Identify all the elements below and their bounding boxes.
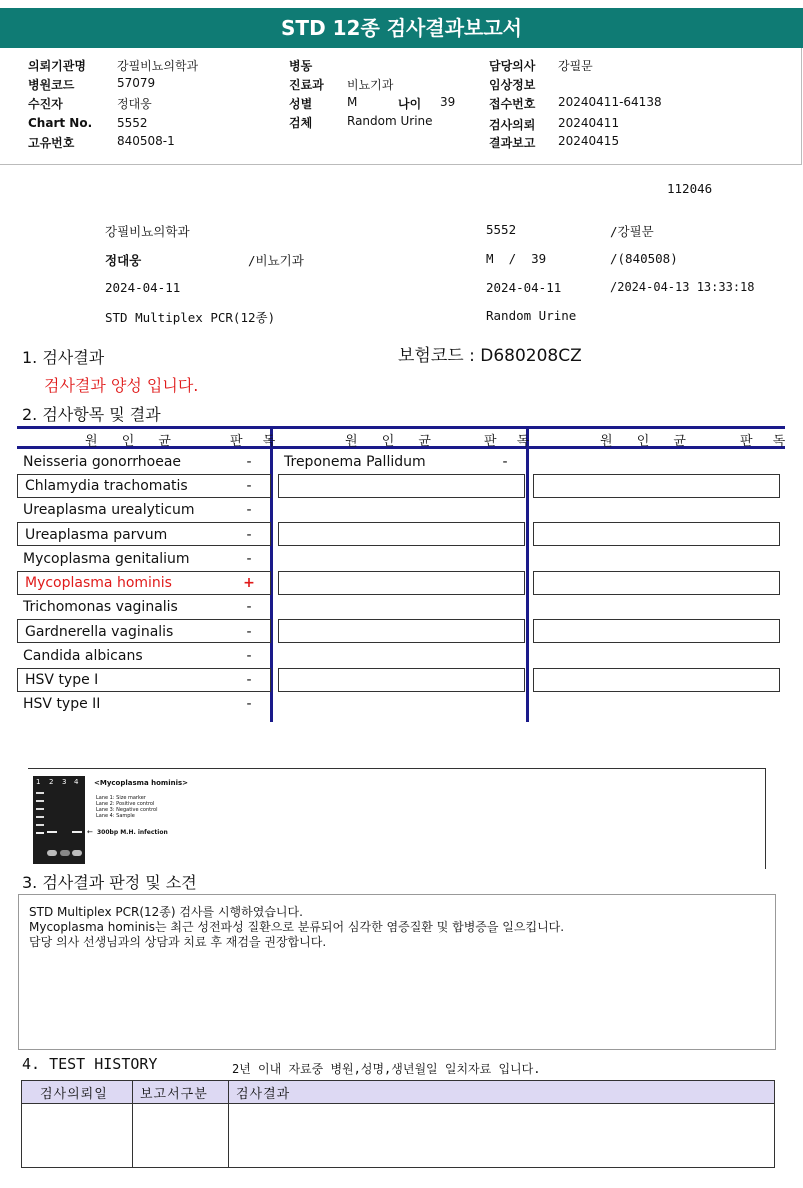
lane-number: 2 — [49, 778, 54, 786]
col1-judge-header: 판 독 — [230, 434, 284, 449]
col3-judge-header: 판 독 — [740, 434, 794, 449]
unique-no-label: 고유번호 — [28, 136, 75, 150]
positive-message: 검사결과 양성 입니다. — [44, 376, 199, 395]
table-row-name: HSV type II — [23, 696, 101, 712]
comment-box — [18, 894, 776, 1050]
table-row-name: Ureaplasma parvum — [25, 527, 168, 543]
table-row-result: - — [246, 502, 252, 518]
section1-title: 1. 검사결과 — [22, 348, 105, 367]
patient-value: 정대웅 — [117, 97, 152, 111]
table-row-name: Mycoplasma genitalium — [23, 551, 190, 567]
arrow-icon: ← — [87, 828, 93, 836]
col1-header: 원 인 균 — [85, 434, 181, 449]
receipt-no-label: 접수번호 — [489, 97, 536, 111]
request-date-value: 20240411 — [558, 116, 620, 130]
clinical-info-label: 임상정보 — [489, 78, 536, 92]
gel-title: <Mycoplasma hominis> — [94, 779, 189, 787]
table-row-result: - — [246, 454, 252, 470]
table-row-result: - — [246, 624, 252, 640]
table-row-name: HSV type I — [25, 672, 99, 688]
table-row-name-positive: Mycoplasma hominis — [25, 575, 172, 591]
history-header-date: 검사의뢰일 — [40, 1087, 108, 1102]
hospital-code-value: 57079 — [117, 76, 156, 90]
summary-sex-age: M / 39 — [486, 251, 547, 266]
dept-label: 진료과 — [289, 78, 324, 92]
lane-number: 1 — [36, 778, 41, 786]
comment-line: 담당 의사 선생님과의 상담과 치료 후 재검을 권장합니다. — [29, 935, 327, 949]
comment-line: STD Multiplex PCR(12종) 검사를 시행하였습니다. — [29, 905, 303, 919]
summary-code: 112046 — [667, 181, 713, 196]
report-date-label: 결과보고 — [489, 136, 536, 150]
chart-no-value: 5552 — [117, 116, 148, 130]
report-title: STD 12종 검사결과보고서 — [0, 8, 803, 48]
table-row-result: - — [246, 696, 252, 712]
table-row-name: Candida albicans — [23, 648, 143, 664]
table-row-name: Neisseria gonorrhoeae — [23, 454, 182, 470]
table-row-name: Treponema Pallidum — [284, 454, 426, 470]
table-row-result: - — [502, 454, 508, 470]
table-row-name: Gardnerella vaginalis — [25, 624, 174, 640]
sex-value: M — [347, 95, 358, 109]
gel-electrophoresis-image — [33, 776, 85, 864]
history-header-type: 보고서구분 — [140, 1087, 208, 1102]
specimen-label: 검체 — [289, 116, 313, 130]
hospital-value: 강필비뇨의학과 — [117, 59, 199, 73]
summary-test: STD Multiplex PCR(12종) — [105, 310, 276, 325]
age-label: 나이 — [398, 97, 422, 111]
unique-no-value: 840508-1 — [117, 134, 175, 148]
section3-title: 3. 검사결과 판정 및 소견 — [22, 873, 197, 892]
history-header-result: 검사결과 — [236, 1087, 291, 1102]
receipt-no-value: 20240411-64138 — [558, 95, 662, 109]
gel-legend-line: Lane 3: Negative control — [96, 807, 158, 813]
table-row-result: - — [246, 478, 252, 494]
history-note: 2년 이내 자료중 병원,성명,생년월일 일치자료 입니다. — [232, 1062, 541, 1076]
section4-title: 4. TEST HISTORY — [22, 1055, 158, 1073]
hospital-code-label: 병원코드 — [28, 78, 75, 92]
gel-legend-line: Lane 1: Size marker — [96, 795, 146, 801]
table-row-name: Ureaplasma urealyticum — [23, 502, 195, 518]
table-row-name: Chlamydia trachomatis — [25, 478, 188, 494]
table-row-result: - — [246, 672, 252, 688]
summary-date3: /2024-04-13 13:33:18 — [610, 280, 755, 294]
table-row-result: - — [246, 648, 252, 664]
summary-birth: /(840508) — [610, 251, 678, 266]
comment-line: Mycoplasma hominis는 최근 성전파성 질환으로 분류되어 심각한 염증질환 및 합병증을 일으킵니다. — [29, 920, 565, 934]
gel-arrow-label: 300bp M.H. infection — [97, 829, 168, 836]
summary-patient: 정대웅 — [105, 253, 142, 268]
table-row-result: - — [246, 527, 252, 543]
section2-title: 2. 검사항목 및 결과 — [22, 405, 161, 424]
patient-label: 수진자 — [28, 97, 63, 111]
lane-number: 4 — [74, 778, 79, 786]
summary-hospital: 강필비뇨의학과 — [105, 224, 190, 239]
col2-header: 원 인 균 — [345, 434, 441, 449]
summary-chart: 5552 — [486, 222, 517, 237]
doctor-value: 강필문 — [558, 59, 593, 73]
chart-no-label: Chart No. — [28, 116, 93, 130]
history-table — [21, 1080, 775, 1168]
ward-label: 병동 — [289, 59, 313, 73]
table-row-result-positive: + — [243, 575, 255, 591]
summary-date2: 2024-04-11 — [486, 280, 562, 295]
col2-judge-header: 판 독 — [484, 434, 538, 449]
gel-legend-line: Lane 2: Positive control — [96, 801, 155, 807]
specimen-value: Random Urine — [347, 114, 433, 128]
hospital-label: 의뢰기관명 — [28, 59, 86, 73]
summary-date1: 2024-04-11 — [105, 280, 181, 295]
report-date-value: 20240415 — [558, 134, 620, 148]
sex-label: 성별 — [289, 97, 313, 111]
table-row-name: Trichomonas vaginalis — [23, 599, 178, 615]
insurance-code: 보험코드 : D680208CZ — [398, 346, 582, 366]
doctor-label: 담당의사 — [489, 59, 536, 73]
summary-doctor: /강필문 — [610, 224, 654, 239]
table-row-result: - — [246, 599, 252, 615]
lane-number: 3 — [62, 778, 67, 786]
request-date-label: 검사의뢰 — [489, 118, 536, 132]
dept-value: 비뇨기과 — [347, 78, 394, 92]
age-value: 39 — [440, 95, 456, 109]
summary-dept: /비뇨기과 — [248, 253, 304, 268]
table-row-result: - — [246, 551, 252, 567]
summary-specimen: Random Urine — [486, 308, 577, 323]
gel-legend-line: Lane 4: Sample — [96, 813, 135, 819]
col3-header: 원 인 균 — [600, 434, 696, 449]
